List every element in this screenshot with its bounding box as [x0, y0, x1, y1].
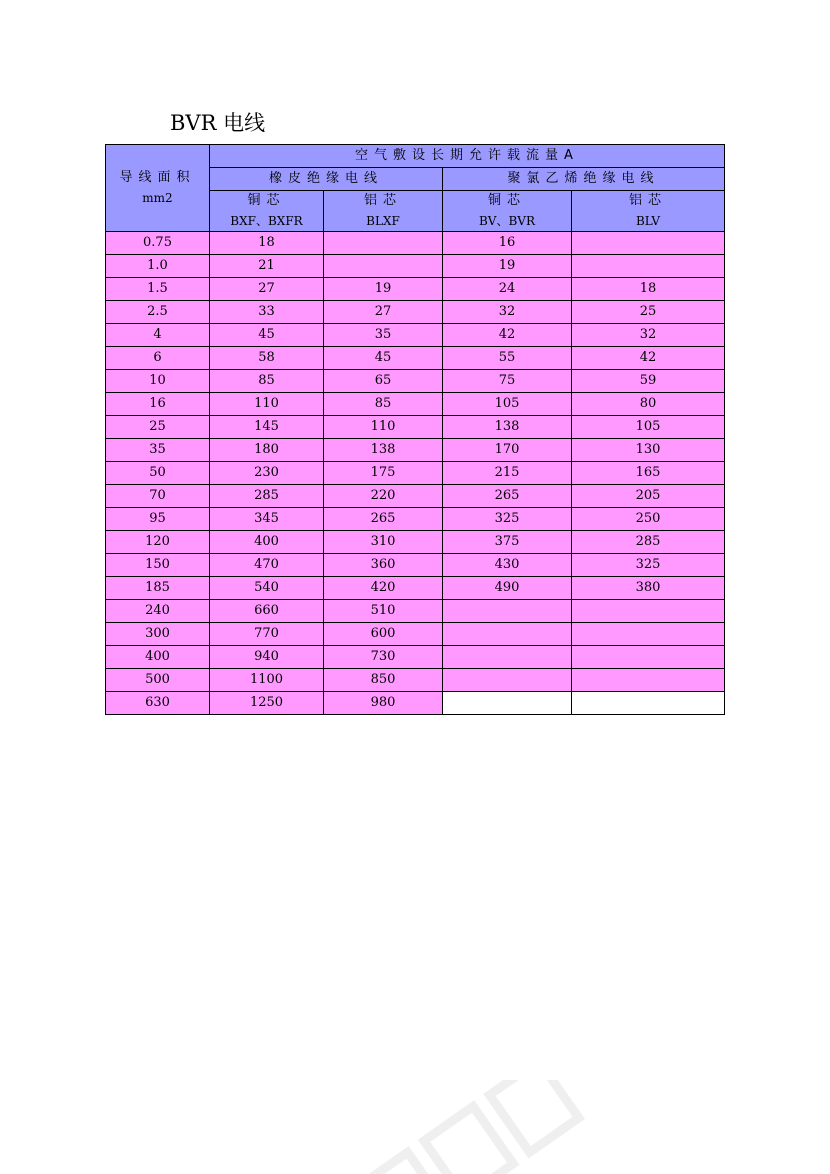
- pvc-copper-cell: 138: [443, 416, 572, 439]
- rubber-copper-cell: 400: [210, 531, 324, 554]
- rubber-aluminum-cell: 110: [324, 416, 443, 439]
- rubber-copper-cell: 58: [210, 347, 324, 370]
- rubber-aluminum-cell: 220: [324, 485, 443, 508]
- pvc-copper-cell: 265: [443, 485, 572, 508]
- table-row: [106, 600, 725, 623]
- rubber-aluminum-cell: 85: [324, 393, 443, 416]
- header-rubber-copper: [210, 191, 324, 232]
- header-rubber-aluminum-models: BLXF: [366, 214, 400, 228]
- rubber-aluminum-cell: 600: [324, 623, 443, 646]
- table-row: [106, 577, 725, 600]
- area-cell: 2.5: [106, 301, 210, 324]
- area-cell: 70: [106, 485, 210, 508]
- pvc-copper-cell: [443, 623, 572, 646]
- pvc-copper-cell: 32: [443, 301, 572, 324]
- table-row: [106, 531, 725, 554]
- pvc-aluminum-cell: [572, 646, 725, 669]
- pvc-aluminum-cell: 380: [572, 577, 725, 600]
- pvc-copper-cell: 42: [443, 324, 572, 347]
- rubber-copper-cell: 345: [210, 508, 324, 531]
- pvc-copper-cell: 375: [443, 531, 572, 554]
- pvc-copper-cell: [443, 600, 572, 623]
- table-row: [106, 324, 725, 347]
- area-cell: 4: [106, 324, 210, 347]
- table-row: [106, 301, 725, 324]
- rubber-copper-cell: 285: [210, 485, 324, 508]
- rubber-copper-cell: 1100: [210, 669, 324, 692]
- area-cell: 400: [106, 646, 210, 669]
- header-group-rubber: 橡皮绝缘电线: [210, 168, 443, 191]
- table-row: [106, 669, 725, 692]
- header-pvc-aluminum-label: 铝芯: [628, 193, 667, 208]
- table-row: [106, 416, 725, 439]
- rubber-aluminum-cell: 138: [324, 439, 443, 462]
- rubber-copper-cell: 660: [210, 600, 324, 623]
- rubber-aluminum-cell: 265: [324, 508, 443, 531]
- table-row: [106, 692, 725, 715]
- pvc-aluminum-cell: 59: [572, 370, 725, 393]
- pvc-copper-cell: 325: [443, 508, 572, 531]
- pvc-aluminum-cell: [572, 600, 725, 623]
- area-cell: 300: [106, 623, 210, 646]
- pvc-copper-cell: [443, 669, 572, 692]
- pvc-aluminum-cell: 285: [572, 531, 725, 554]
- area-cell: 25: [106, 416, 210, 439]
- table-row: [106, 485, 725, 508]
- pvc-copper-cell: 490: [443, 577, 572, 600]
- rubber-aluminum-cell: 27: [324, 301, 443, 324]
- table-body: [106, 232, 725, 715]
- pvc-aluminum-cell: 325: [572, 554, 725, 577]
- pvc-copper-cell: 16: [443, 232, 572, 255]
- rubber-aluminum-cell: 730: [324, 646, 443, 669]
- rubber-aluminum-cell: 65: [324, 370, 443, 393]
- table-row: [106, 393, 725, 416]
- rubber-copper-cell: 1250: [210, 692, 324, 715]
- header-pvc-copper-label: 铜芯: [487, 193, 526, 208]
- rubber-aluminum-cell: 980: [324, 692, 443, 715]
- area-cell: 0.75: [106, 232, 210, 255]
- rubber-copper-cell: 45: [210, 324, 324, 347]
- rubber-aluminum-cell: 45: [324, 347, 443, 370]
- rubber-copper-cell: 470: [210, 554, 324, 577]
- pvc-copper-cell: 55: [443, 347, 572, 370]
- pvc-aluminum-cell: 42: [572, 347, 725, 370]
- pvc-aluminum-cell: 205: [572, 485, 725, 508]
- rubber-copper-cell: 540: [210, 577, 324, 600]
- table-row: [106, 462, 725, 485]
- pvc-copper-cell: 19: [443, 255, 572, 278]
- area-cell: 95: [106, 508, 210, 531]
- pvc-copper-cell: 430: [443, 554, 572, 577]
- area-cell: 16: [106, 393, 210, 416]
- rubber-copper-cell: 145: [210, 416, 324, 439]
- pvc-aluminum-cell: [572, 232, 725, 255]
- header-pvc-aluminum: [572, 191, 725, 232]
- table-row: [106, 554, 725, 577]
- header-rubber-copper-label: 铜芯: [247, 193, 286, 208]
- area-cell: 50: [106, 462, 210, 485]
- header-group-pvc: 聚氯乙烯绝缘电线: [443, 168, 725, 191]
- pvc-aluminum-cell: 130: [572, 439, 725, 462]
- watermark-graphic-bottom: [330, 1080, 590, 1174]
- table-row: [106, 232, 725, 255]
- pvc-copper-cell: 170: [443, 439, 572, 462]
- pvc-aluminum-cell: 80: [572, 393, 725, 416]
- pvc-aluminum-cell: 165: [572, 462, 725, 485]
- header-area: [106, 145, 210, 232]
- pvc-aluminum-cell: [572, 255, 725, 278]
- table-row: [106, 646, 725, 669]
- page-title: BVR 电线: [170, 111, 266, 135]
- area-cell: 240: [106, 600, 210, 623]
- pvc-copper-cell: 215: [443, 462, 572, 485]
- header-rubber-aluminum-label: 铝芯: [363, 193, 402, 208]
- table-row: [106, 623, 725, 646]
- rubber-copper-cell: 180: [210, 439, 324, 462]
- area-cell: 6: [106, 347, 210, 370]
- header-area-unit: mm2: [142, 191, 173, 205]
- header-pvc-aluminum-models: BLV: [635, 214, 661, 228]
- table-row: [106, 278, 725, 301]
- rubber-copper-cell: 18: [210, 232, 324, 255]
- area-cell: 10: [106, 370, 210, 393]
- pvc-copper-cell: 24: [443, 278, 572, 301]
- pvc-copper-cell: 75: [443, 370, 572, 393]
- rubber-copper-cell: 21: [210, 255, 324, 278]
- area-cell: 120: [106, 531, 210, 554]
- area-cell: 1.0: [106, 255, 210, 278]
- header-pvc-copper-models: BV、BVR: [478, 214, 535, 228]
- rubber-aluminum-cell: 19: [324, 278, 443, 301]
- area-cell: 150: [106, 554, 210, 577]
- rubber-aluminum-cell: [324, 232, 443, 255]
- header-main: 空气敷设长期允许载流量A: [210, 145, 725, 168]
- rubber-aluminum-cell: 35: [324, 324, 443, 347]
- table-row: [106, 508, 725, 531]
- rubber-aluminum-cell: 510: [324, 600, 443, 623]
- rubber-aluminum-cell: 310: [324, 531, 443, 554]
- area-cell: 1.5: [106, 278, 210, 301]
- rubber-copper-cell: 33: [210, 301, 324, 324]
- rubber-copper-cell: 85: [210, 370, 324, 393]
- table-row: [106, 255, 725, 278]
- ampacity-table: [105, 144, 725, 715]
- rubber-aluminum-cell: 360: [324, 554, 443, 577]
- table-row: [106, 347, 725, 370]
- header-rubber-copper-models: BXF、BXFR: [230, 214, 303, 228]
- rubber-copper-cell: 27: [210, 278, 324, 301]
- header-rubber-aluminum: [324, 191, 443, 232]
- pvc-aluminum-cell: [572, 669, 725, 692]
- pvc-aluminum-cell: 25: [572, 301, 725, 324]
- rubber-copper-cell: 940: [210, 646, 324, 669]
- area-cell: 630: [106, 692, 210, 715]
- rubber-aluminum-cell: [324, 255, 443, 278]
- rubber-aluminum-cell: 420: [324, 577, 443, 600]
- header-pvc-copper: [443, 191, 572, 232]
- rubber-aluminum-cell: 175: [324, 462, 443, 485]
- rubber-copper-cell: 110: [210, 393, 324, 416]
- pvc-aluminum-cell: [572, 623, 725, 646]
- pvc-copper-cell: [443, 692, 572, 715]
- pvc-aluminum-cell: 105: [572, 416, 725, 439]
- area-cell: 35: [106, 439, 210, 462]
- pvc-copper-cell: 105: [443, 393, 572, 416]
- pvc-aluminum-cell: 250: [572, 508, 725, 531]
- pvc-aluminum-cell: [572, 692, 725, 715]
- rubber-copper-cell: 770: [210, 623, 324, 646]
- table-row: [106, 439, 725, 462]
- pvc-aluminum-cell: 18: [572, 278, 725, 301]
- pvc-copper-cell: [443, 646, 572, 669]
- rubber-copper-cell: 230: [210, 462, 324, 485]
- pvc-aluminum-cell: 32: [572, 324, 725, 347]
- table-row: [106, 370, 725, 393]
- area-cell: 185: [106, 577, 210, 600]
- header-area-label: 导线面积: [119, 170, 196, 185]
- area-cell: 500: [106, 669, 210, 692]
- rubber-aluminum-cell: 850: [324, 669, 443, 692]
